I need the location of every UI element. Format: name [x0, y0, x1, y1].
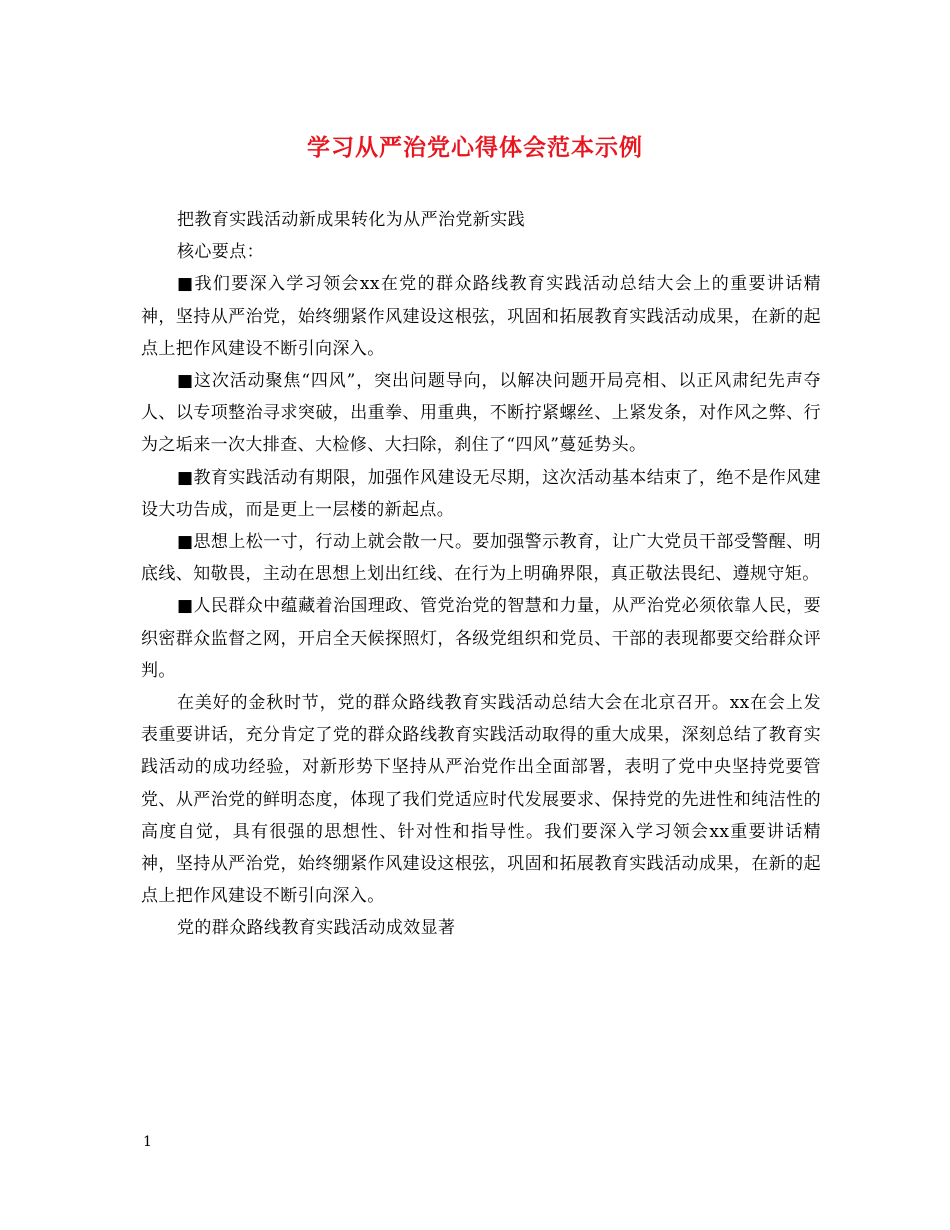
paragraph-heading: 把教育实践活动新成果转化为从严治党新实践: [177, 210, 525, 230]
document-title: 学习从严治党心得体会范本示例: [307, 134, 643, 161]
paragraph-point-4: ■思想上松一寸，行动上就会散一尺。要加强警示教育，让广大党员干部受警醒、明底线、知敬畏，主动在思想上划出红线、在行为上明确界限，真正敬法畏纪、遵规守矩。: [141, 532, 821, 585]
page-number: 1: [143, 1134, 152, 1150]
paragraph-point-1: ■我们要深入学习领会xx在党的群众路线教育实践活动总结大会上的重要讲话精神，坚持从严治党，始终绷紧作风建设这根弦，巩固和拓展教育实践活动成果，在新的起点上把作风建设不断引向深入。: [141, 274, 821, 359]
paragraph-point-3: ■教育实践活动有期限，加强作风建设无尽期，这次活动基本结束了，绝不是作风建设大功告成，而是更上一层楼的新起点。: [141, 467, 821, 520]
paragraph-main-body: 在美好的金秋时节，党的群众路线教育实践活动总结大会在北京召开。xx在会上发表重要讲话，充分肯定了党的群众路线教育实践活动取得的重大成果，深刻总结了教育实践活动的成功经验，对新形势下坚持从严治党作出全面部署，表明了党中央坚持党要管党、从严治党的鲜明态度，体现了我们党适应时代发展要求、保持党的先进性和纯洁性的高度自觉，具有很强的思想性、针对性和指导性。我们要深入学习领会xx重要讲话精神，坚持从严治党，始终绷紧作风建设这根弦，巩固和拓展教育实践活动成果，在新的起点上把作风建设不断引向深入。: [141, 693, 821, 907]
document-body: [141, 204, 821, 945]
paragraph-point-5: ■人民群众中蕴藏着治国理政、管党治党的智慧和力量，从严治党必须依靠人民，要织密群众监督之网，开启全天候探照灯，各级党组织和党员、干部的表现都要交给群众评判。: [141, 596, 821, 681]
paragraph-key-points-label: 核心要点：: [177, 242, 264, 263]
paragraph-subheading: 党的群众路线教育实践活动成效显著: [177, 918, 456, 939]
paragraph-point-2: ■这次活动聚焦“四风”，突出问题导向，以解决问题开局亮相、以正风肃纪先声夺人、以专项整治寻求突破，出重拳、用重典，不断拧紧螺丝、上紧发条，对作风之弊、行为之垢来一次大排查、大检修、大扫除，刹住了“四风”蔓延势头。: [141, 371, 821, 456]
